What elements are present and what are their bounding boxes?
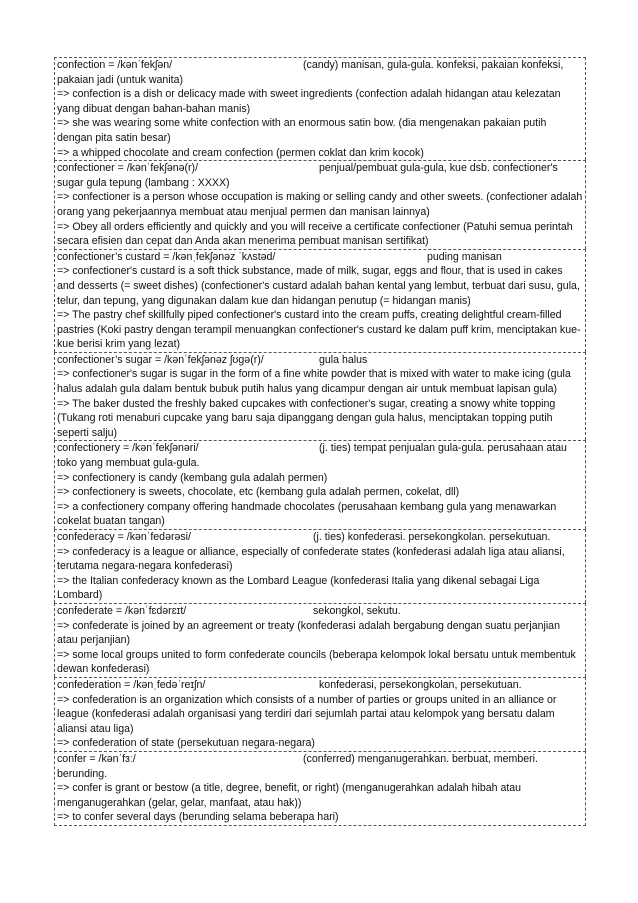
entry-heading (57, 250, 583, 265)
gloss: penjual/pembuat gula-gula, kue dsb. confectioner's (319, 162, 558, 175)
example-line: => confectioner is a person whose occupation is making or selling candy and other sweets. (confectioner adalah orang yang pekerjaannya membuat atau menjual permen dan manisan lainnya) (57, 191, 583, 218)
gloss: puding manisan (427, 250, 502, 263)
gloss: (j. ties) konfederasi. persekongkolan. persekutuan. (313, 531, 551, 543)
gloss: (j. ties) tempat penjualan gula-gula. perusahaan atau (319, 442, 567, 455)
dictionary-entry (54, 249, 586, 352)
example-line: => confectioner's sugar is sugar in the form of a fine white powder that is mixed with water to make icing (gula halus adalah gula dalam bentuk bubuk putih halus yang dicampur dengan air untuk membuat lapisan gula) (57, 368, 571, 396)
headword: confederacy = /kənˈfedərəsi/ (57, 531, 191, 543)
dictionary-page (54, 57, 586, 826)
dictionary-entry (54, 751, 586, 826)
dictionary-entry (54, 352, 586, 441)
example-line: => Obey all orders efficiently and quickly and you will receive a certificate confectioner (Patuhi semua perintah secara efisien dan cepat dan Anda akan menerima pembuat manisan sertifikat) (57, 220, 573, 248)
headword: confederate = /kənˈfɛdərɛɪt/ (57, 604, 187, 617)
dictionary-entry (54, 57, 586, 160)
example-line: => confer is grant or bestow (a title, degree, benefit, or right) (menganugerahkan adalah hibah atau menganugerahkan (gelar, gelar, manfaat, atau hak)) (57, 782, 522, 809)
gloss-continuation: sugar gula tepung (lambang : XXXX) (57, 176, 230, 189)
gloss: (conferred) menganugerahkan. berbuat, memberi. (303, 752, 538, 765)
example-line: => the Italian confederacy known as the Lombard League (konfederasi Italia yang dikenal sebagai Liga Lombard) (57, 574, 540, 602)
dictionary-entry (54, 677, 586, 751)
example-line: => confectionery is candy (kembang gula adalah permen) (57, 471, 328, 484)
dictionary-entry (54, 160, 586, 249)
example-line: => a whipped chocolate and cream confection (permen coklat dan krim kocok) (57, 146, 424, 159)
headword: confederation = /kənˌfedəˈreɪʃn/ (57, 678, 206, 691)
gloss: sekongkol, sekutu. (313, 604, 401, 617)
headword: confectionery = /kənˈfekʃənəri/ (57, 442, 199, 455)
example-line: => The pastry chef skillfully piped confectioner's custard into the cream puffs, creating delightful cream-filled pastries (Koki pastry dengan terampil menuangkan confectioner's custard ke dalam puff krim, menciptakan kue-kue berisi krim yang lezat) (57, 309, 581, 351)
example-line: => confederation of state (persekutuan negara-negara) (57, 737, 315, 750)
example-line: => some local groups united to form confederate councils (beberapa kelompok lokal bersatu untuk membentuk dewan konfederasi) (57, 648, 576, 676)
entry-heading (57, 58, 583, 73)
dictionary-entry (54, 603, 586, 677)
dictionary-entry (54, 529, 586, 603)
gloss: (candy) manisan, gula-gula. konfeksi, pakaian konfeksi, (303, 59, 564, 71)
gloss: gula halus (319, 353, 368, 366)
entry-heading (57, 161, 583, 176)
example-line: => to confer several days (berunding selama beberapa hari) (57, 811, 339, 824)
entry-heading (57, 604, 583, 619)
dictionary-entry (54, 440, 586, 529)
entry-heading (57, 530, 583, 545)
example-line: => she was wearing some white confection with an enormous satin bow. (dia mengenakan pakaian putih dengan pita satin besar) (57, 117, 547, 144)
example-line: => confectioner's custard is a soft thick substance, made of milk, sugar, eggs and flour, that is used in cakes and desserts (= sweet dishes) (confectioner's custard adalah bahan kental yang lembut, terbuat dari susu, gula, telur, dan tepung, yang digunakan dalam kue dan hidangan penutup (= hidangan manis) (57, 265, 580, 307)
entry-heading (57, 353, 583, 368)
example-line: => The baker dusted the freshly baked cupcakes with confectioner's sugar, creating a snowy white topping (Tukang roti menaburi cupcake yang baru saja dipanggang dengan gula halus, menciptakan topping putih seperti salju) (57, 397, 556, 439)
entry-heading (57, 441, 583, 456)
example-line: => confection is a dish or delicacy made with sweet ingredients (confection adalah hidangan atau kelezatan yang dibuat dengan bahan-bahan manis) (57, 88, 561, 115)
entry-heading (57, 752, 583, 767)
gloss: konfederasi, persekongkolan, persekutuan. (319, 678, 522, 691)
gloss-continuation: toko yang membuat gula-gula. (57, 457, 200, 470)
example-line: => confederate is joined by an agreement or treaty (konfederasi adalah bergabung dengan suatu perjanjian atau perjanjian) (57, 619, 560, 647)
headword: confer = /kənˈfɜː/ (57, 752, 136, 765)
example-line: => confederation is an organization which consists of a number of parties or groups united in an alliance or league (konfederasi adalah organisasi yang terdiri dari sejumlah partai atau kelompok yang bersatu dalam aliansi atau liga) (57, 693, 557, 735)
gloss-continuation: berunding. (57, 767, 108, 780)
gloss-continuation: pakaian jadi (untuk wanita) (57, 73, 184, 86)
entry-heading (57, 678, 583, 693)
headword: confectioner’s sugar = /kənˈfekʃənəz ʃʊɡə(r)/ (57, 353, 264, 366)
example-line: => confederacy is a league or alliance, especially of confederate states (konfederasi adalah liga atau aliansi, terutama negara-negara konfederasi) (57, 545, 565, 573)
example-line: => a confectionery company offering handmade chocolates (perusahaan kembang gula yang menawarkan cokelat buatan tangan) (57, 500, 557, 528)
headword: confectioner’s custard = /kənˌfekʃənəz ˈkʌstəd/ (57, 250, 276, 263)
headword: confectioner = /kənˈfekʃənə(r)/ (57, 162, 199, 175)
headword: confection = /kənˈfekʃən/ (57, 59, 173, 71)
example-line: => confectionery is sweets, chocolate, etc (kembang gula adalah permen, cokelat, dll) (57, 486, 460, 499)
